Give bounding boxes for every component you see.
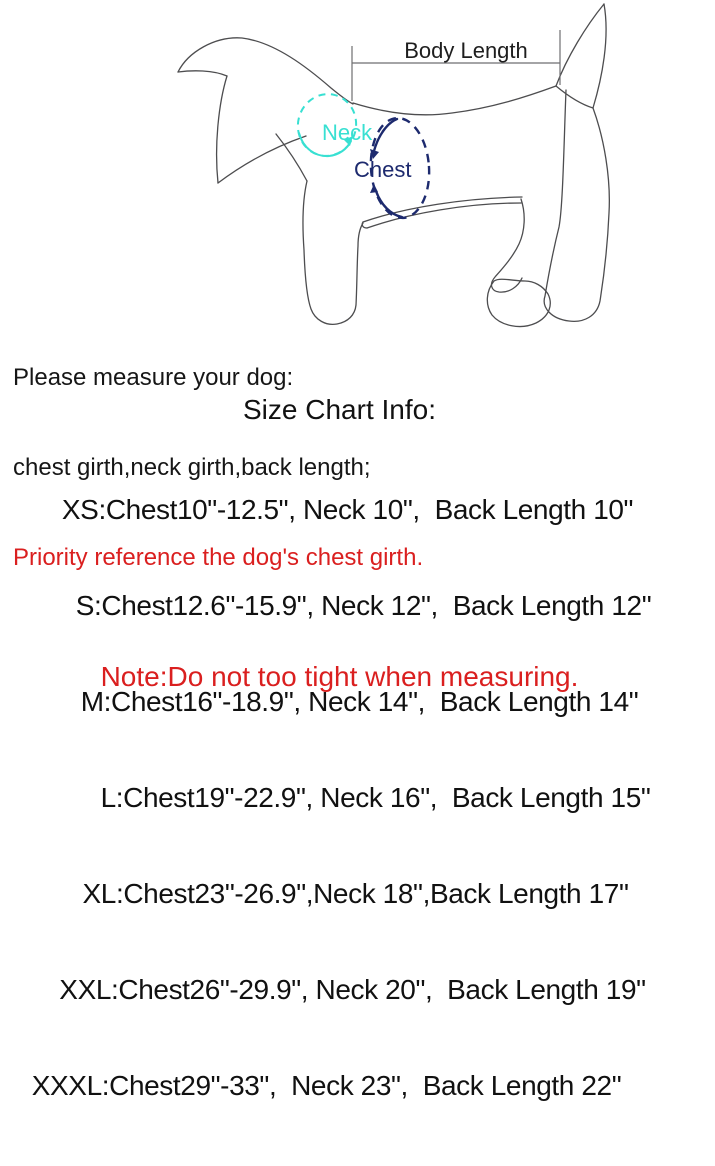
dog-tail-right-path	[593, 4, 606, 108]
dog-back-path	[353, 86, 556, 115]
dog-belly-rim-bottom-path	[367, 203, 521, 228]
dog-tail-base-path	[556, 86, 593, 108]
size-chart-row-xs: XS:Chest10"-12.5", Neck 10", Back Length 10"	[61, 494, 634, 525]
dog-ear-underside-path	[178, 71, 227, 76]
instruction-line-1: Please measure your dog:	[13, 364, 294, 391]
dog-hind-leg-far-path	[544, 90, 609, 321]
dog-measurement-diagram	[0, 0, 679, 340]
neck-label: Neck	[322, 120, 373, 145]
size-chart-row-m: M:Chest16"-18.9", Neck 14", Back Length 14"	[80, 686, 639, 717]
dog-muzzle-path	[217, 76, 227, 183]
size-chart-row-xl: XL:Chest23"-26.9",Neck 18",Back Length 17"	[82, 878, 629, 909]
dog-hind-paw-path	[487, 279, 550, 326]
measuring-note: Note:Do not too tight when measuring.	[100, 661, 579, 692]
dog-hind-leg-near-path	[492, 199, 525, 292]
size-chart-row-xxl: XXL:Chest26"-29.9", Neck 20", Back Length 19"	[59, 974, 646, 1005]
body-length-label: Body Length	[404, 38, 528, 63]
size-chart-row-s: S:Chest12.6"-15.9", Neck 12", Back Length 12"	[75, 590, 652, 621]
size-chart-row-l: L:Chest19"-22.9", Neck 16", Back Length 15"	[100, 782, 651, 813]
chest-solid-arc-upper	[374, 119, 397, 151]
chest-label: Chest	[354, 157, 412, 182]
size-chart-row-xxxl: XXXL:Chest29"-33", Neck 23", Back Length 22"	[31, 1070, 622, 1101]
instruction-line-2: chest girth,neck girth,back length;	[13, 454, 371, 481]
dog-belly-rim-cap-path	[362, 222, 367, 228]
instruction-line-priority: Priority reference the dog's chest girth.	[13, 544, 424, 571]
dog-jaw-path	[218, 136, 306, 183]
dog-tail-left-path	[556, 4, 604, 86]
size-chart	[0, 430, 679, 1166]
size-chart-title: Size Chart Info:	[243, 394, 436, 425]
chest-arrowhead-lower	[370, 184, 378, 193]
